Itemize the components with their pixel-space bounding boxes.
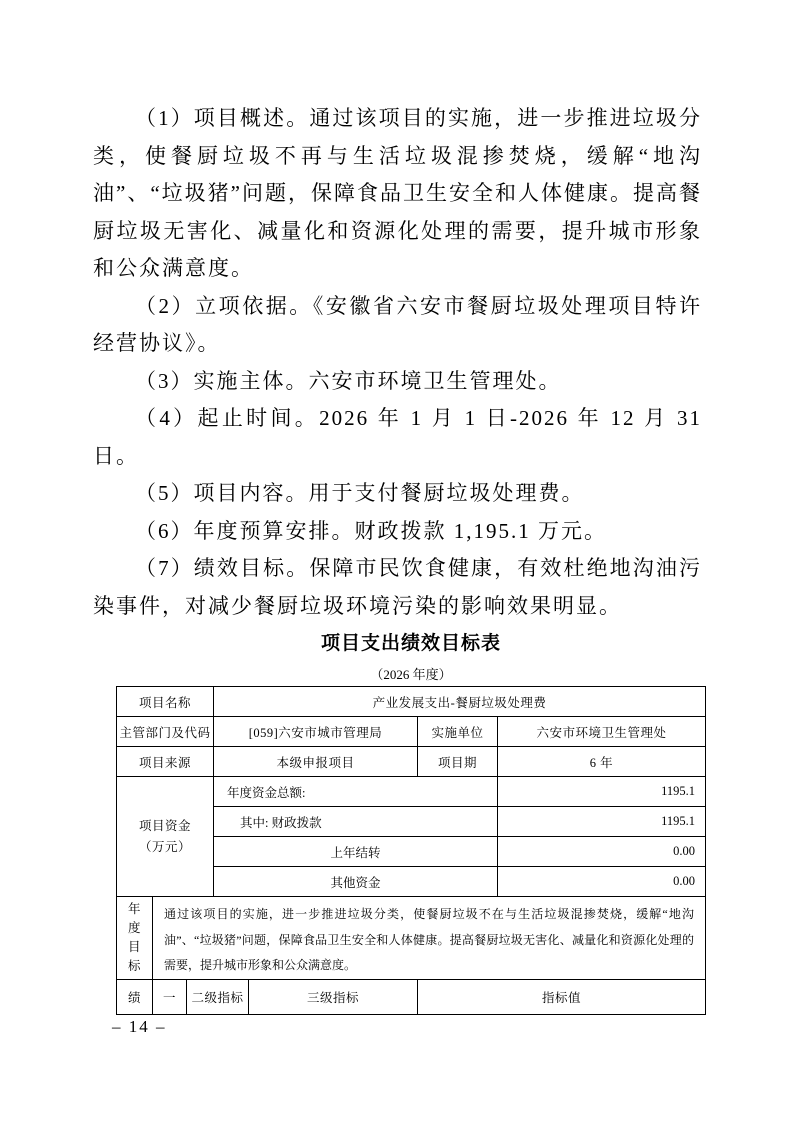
paragraph-annual-budget: （6）年度预算安排。财政拨款 1,195.1 万元。 — [135, 518, 607, 543]
fund-total-value: 1195.1 — [661, 784, 695, 798]
project-funds-rows — [214, 777, 705, 896]
project-period-label: 项目期 — [418, 747, 498, 776]
table-subtitle: （2026 年度） — [370, 667, 452, 682]
row-annual-goal — [117, 897, 705, 980]
row-indicator-header — [117, 980, 705, 1014]
paragraph-implementing-body: （3）实施主体。六安市环境卫生管理处。 — [135, 368, 562, 393]
impl-unit-value: 六安市环境卫生管理处 — [536, 725, 667, 740]
paragraph-approval-basis: （2）立项依据。《安徽省六安市餐厨垃圾处理项目特许经营协议》。 — [93, 293, 702, 355]
fund-row-total — [214, 777, 705, 807]
fund-carryover-label: 上年结转 — [214, 837, 498, 866]
indicator-col-perf: 绩 — [117, 980, 153, 1014]
indicator-col-value: 指标值 — [541, 991, 581, 1005]
fund-other-value: 0.00 — [673, 874, 695, 888]
project-source-value: 本级申报项目 — [214, 747, 418, 776]
fund-row-carryover — [214, 837, 705, 867]
project-name-value: 产业发展支出-餐厨垃圾处理费 — [372, 695, 547, 710]
department-label: 主管部门及代码 — [117, 717, 214, 746]
fund-row-other — [214, 867, 705, 896]
row-project-source — [117, 747, 705, 777]
indicator-col-level1: 一 — [153, 980, 187, 1014]
fund-other-label: 其他资金 — [214, 867, 498, 896]
project-source-label: 项目来源 — [117, 747, 214, 776]
department-value: [059]六安市城市管理局 — [214, 717, 418, 746]
row-project-name — [117, 687, 705, 717]
project-period-value: 6 年 — [589, 755, 614, 770]
fund-row-fiscal — [214, 807, 705, 837]
page-number: – 14 – — [112, 1017, 167, 1036]
project-funds-label-line2: （万元） — [138, 839, 191, 854]
body-text — [93, 100, 702, 625]
project-funds-label-line1: 项目资金 — [138, 818, 191, 833]
annual-goal-label-cell — [117, 897, 153, 979]
annual-goal-text: 通过该项目的实施，进一步推进垃圾分类，使餐厨垃圾不在与生活垃圾混掺焚烧，缓解“地沟油”、“垃圾猪”问题，保障食品卫生安全和人体健康。提高餐厨垃圾无害化、减量化和资源化处理的需要，提升城市形象和公众满意度。 — [164, 907, 694, 972]
row-project-funds — [117, 777, 705, 897]
annual-goal-label: 年度目标 — [127, 902, 141, 973]
paragraph-performance-goal: （7）绩效目标。保障市民饮食健康，有效杜绝地沟油污染事件，对减少餐厨垃圾环境污染的影响效果明显。 — [93, 556, 702, 618]
fund-fiscal-value: 1195.1 — [661, 814, 695, 828]
indicator-col-level3: 三级指标 — [249, 980, 418, 1014]
indicator-col-level2: 二级指标 — [187, 980, 249, 1014]
table-title: 项目支出绩效目标表 — [320, 633, 501, 654]
paragraph-project-overview: （1）项目概述。通过该项目的实施，进一步推进垃圾分类，使餐厨垃圾不再与生活垃圾混掺焚烧，缓解“地沟油”、“垃圾猪”问题，保障食品卫生安全和人体健康。提高餐厨垃圾无害化、减量化和资源化处理的需要，提升城市形象和公众满意度。 — [93, 106, 702, 280]
performance-target-table — [116, 686, 706, 1015]
fund-carryover-value: 0.00 — [673, 844, 695, 858]
fund-fiscal-label: 其中: 财政拨款 — [214, 807, 498, 836]
project-funds-label — [117, 777, 214, 896]
fund-total-label: 年度资金总额: — [214, 777, 498, 806]
row-department — [117, 717, 705, 747]
paragraph-project-content: （5）项目内容。用于支付餐厨垃圾处理费。 — [135, 481, 585, 505]
impl-unit-label: 实施单位 — [418, 717, 498, 746]
paragraph-time-span: （4）起止时间。2026 年 1 月 1 日-2026 年 12 月 31 日。 — [93, 406, 702, 468]
project-name-label: 项目名称 — [117, 687, 214, 716]
